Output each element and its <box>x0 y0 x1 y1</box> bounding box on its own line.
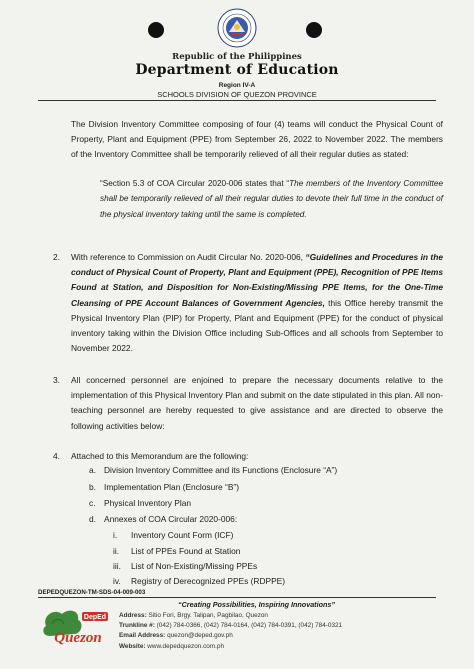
enclosure-item: Implementation Plan (Enclosure “B”) <box>104 482 239 492</box>
annex-item: Inventory Count Form (ICF) <box>131 530 234 540</box>
enclosure-marker: b. <box>89 482 96 492</box>
enclosure-item: Division Inventory Committee and its Functions (Enclosure “A”) <box>104 465 338 475</box>
reference-code: DEPEDQUEZON-TM-SDS-04-009-003 <box>38 589 146 596</box>
paragraph-1: The Division Inventory Committee composing of four (4) teams will conduct the Physical Count of Property, Plant and Equipment (PPE) from September 26, 2022 to November 2022. The members of the Inventory Committee shall be temporarily relieved of all their regular duties as stated: <box>71 119 443 160</box>
item-4-text: Attached to this Memorandum are the following: <box>71 451 249 461</box>
annex-marker: i. <box>113 530 118 540</box>
coa-quote <box>100 176 443 222</box>
footer-address: Address: Sitio Fori, Brgy. Talipan, Pagbilao, Quezon <box>119 612 268 619</box>
annex-item: Registry of Derecognized PPEs (RDPPE) <box>131 576 286 586</box>
annex-marker: ii. <box>113 546 120 556</box>
item-3-number: 3. <box>53 375 60 385</box>
punch-hole-left <box>148 22 164 38</box>
footer-contact <box>119 611 342 652</box>
republic-line: Republic of the Philippines <box>172 52 302 62</box>
quote-lead: “Section 5.3 of COA Circular 2020-006 states that “ <box>100 179 290 188</box>
enclosure-marker: a. <box>89 465 96 475</box>
deped-seal-icon <box>217 8 257 48</box>
logo-text: Quezon <box>54 630 102 646</box>
footer-divider <box>38 597 436 598</box>
footer-website: Website: www.depedquezon.com.ph <box>119 642 225 650</box>
logo-small-text: DepEd <box>83 614 107 621</box>
footer-motto: “Creating Possibilities, Inspiring Innovations” <box>178 600 335 609</box>
division-line: SCHOOLS DIVISION OF QUEZON PROVINCE <box>157 90 317 99</box>
annex-item: List of PPEs Found at Station <box>131 546 241 556</box>
item-2-lead: With reference to Commission on Audit Circular No. 2020-006, <box>71 252 306 262</box>
item-3-text: All concerned personnel are enjoined to prepare the necessary documents relative to the implementation of this Physical Inventory Plan and submit on the date stipulated in this plan. All non-teaching personnel are hereby requested to give assistance and are directed to observe the following activities below: <box>71 375 443 431</box>
item-2-title: “Guidelines and Procedures in the conduct of Physical Count of Property, Plant and Equipment (PPE), Recognition of PPE Items Found at Station, and Disposition for Non-Existing/Missing PPE Items, for the One-Time Cleansing of PPE Account Balances of Government Agencies, <box>71 252 443 308</box>
item-2-rest: this Office hereby transmit the Physical Inventory Plan (PIP) for Property, Plant and Equipment (PPE) for the conduct of physical inventory taking within the Division Office including Sub-Offices and all schools from September to November 2022. <box>71 297 443 354</box>
item-2-text <box>71 250 443 356</box>
annex-marker: iii. <box>113 561 121 571</box>
region-line: Region IV-A <box>218 82 256 89</box>
deped-quezon-logo-icon <box>40 606 112 648</box>
enclosure-marker: d. <box>89 514 96 524</box>
annex-marker: iv. <box>113 576 121 586</box>
punch-hole-right <box>306 22 322 38</box>
quote-italic: The members of the Inventory Committee shall be temporarily relieved of all their regular duties to devote their full time in the conduct of the physical inventory taking until the same is completed. <box>100 179 443 219</box>
enclosure-item: Annexes of COA Circular 2020-006: <box>104 514 238 524</box>
department-name: Department of Education <box>135 62 339 78</box>
enclosure-marker: c. <box>89 498 96 508</box>
enclosure-item: Physical Inventory Plan <box>104 498 192 508</box>
item-2-number: 2. <box>53 252 60 262</box>
footer-email: Email Address: quezon@deped.gov.ph <box>119 632 233 640</box>
annex-item: List of Non-Existing/Missing PPEs <box>131 561 258 571</box>
header-divider <box>38 100 436 101</box>
item-4-number: 4. <box>53 451 60 461</box>
footer-trunkline: Trunkline #: (042) 784-0366, (042) 784-0164, (042) 784-0391, (042) 784-0321 <box>119 622 343 630</box>
